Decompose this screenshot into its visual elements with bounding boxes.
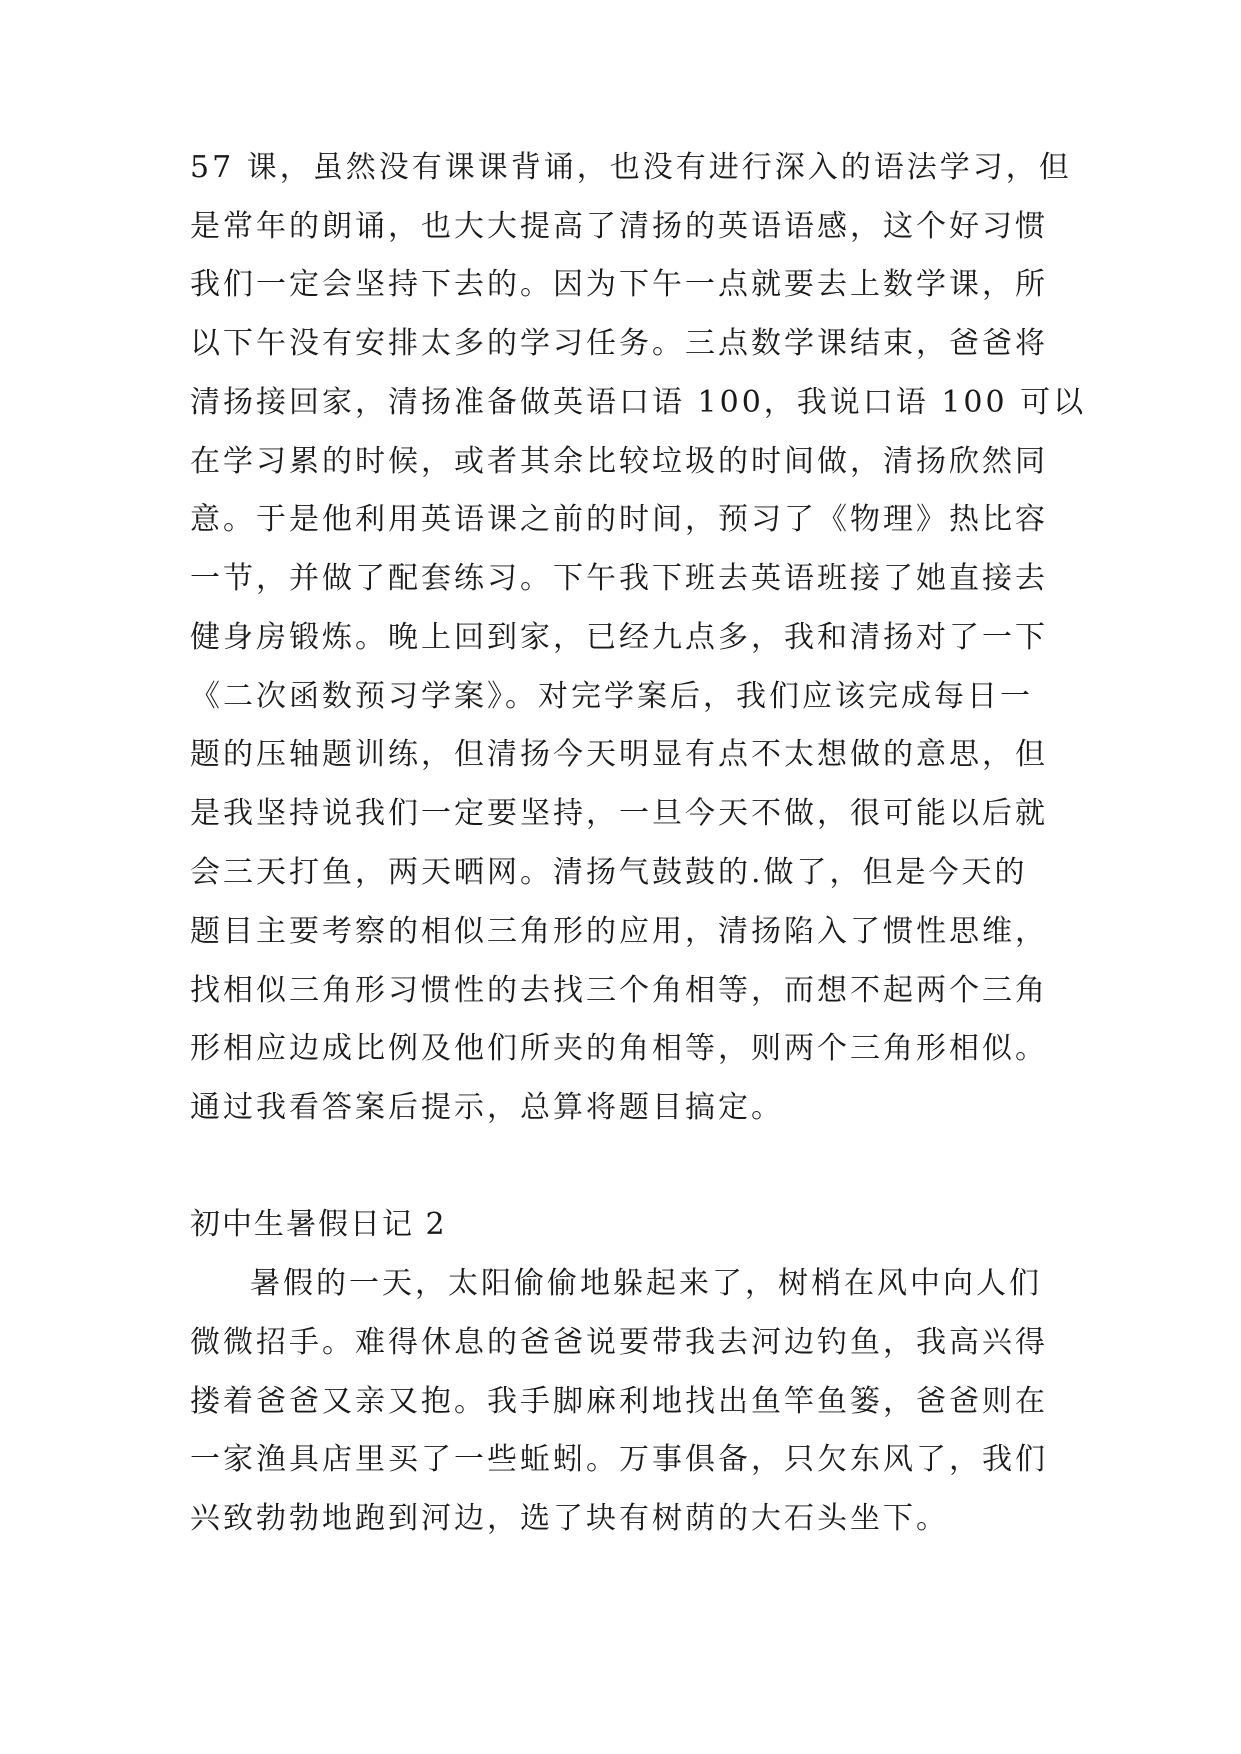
text-line: 在学习累的时候，或者其余比较垃圾的时间做，清扬欣然同 [190,444,1048,479]
text-line: 兴致勃勃地跑到河边，选了块有树荫的大石头坐下。 [190,1501,949,1536]
text-line: 暑假的一天，太阳偷偷地躲起来了，树梢在风中向人们 [250,1266,1042,1301]
text-line: 找相似三角形习惯性的去找三个角相等，而想不起两个三角 [190,973,1048,1008]
text-line: 搂着爸爸又亲又抱。我手脚麻利地找出鱼竿鱼篓，爸爸则在 [190,1384,1048,1419]
text-line: 通过我看答案后提示，总算将题目搞定。 [190,1090,784,1125]
text-line: 是常年的朗诵，也大大提高了清扬的英语语感，这个好习惯 [190,209,1048,244]
text-line: 以下午没有安排太多的学习任务。三点数学课结束，爸爸将 [190,326,1048,361]
text-line: 意。于是他利用英语课之前的时间，预习了《物理》热比容 [190,502,1048,537]
section-heading: 初中生暑假日记 2 [190,1207,447,1242]
text-line: 一家渔具店里买了一些蚯蚓。万事俱备，只欠东风了，我们 [190,1442,1048,1477]
text-line: 会三天打鱼，两天晒网。清扬气鼓鼓的.做了，但是今天的 [190,855,1028,890]
text-line: 57 课，虽然没有课课背诵，也没有进行深入的语法学习，但 [190,150,1072,185]
text-line: 题目主要考察的相似三角形的应用，清扬陷入了惯性思维， [190,914,1048,949]
text-line: 健身房锻炼。晚上回到家，已经九点多，我和清扬对了一下 [190,620,1048,655]
text-line: 清扬接回家，清扬准备做英语口语 100，我说口语 100 可以 [190,385,1087,420]
text-line: 题的压轴题训练，但清扬今天明显有点不太想做的意思，但 [190,737,1048,772]
text-line: 《二次函数预习学案》。对完学案后，我们应该完成每日一 [190,679,1033,714]
text-line: 是我坚持说我们一定要坚持，一旦今天不做，很可能以后就 [190,796,1048,831]
text-line: 我们一定会坚持下去的。因为下午一点就要去上数学课，所 [190,267,1048,302]
text-line: 形相应边成比例及他们所夹的角相等，则两个三角形相似。 [190,1031,1048,1066]
text-line: 一节，并做了配套练习。下午我下班去英语班接了她直接去 [190,561,1048,596]
text-line: 微微招手。难得休息的爸爸说要带我去河边钓鱼，我高兴得 [190,1325,1048,1360]
